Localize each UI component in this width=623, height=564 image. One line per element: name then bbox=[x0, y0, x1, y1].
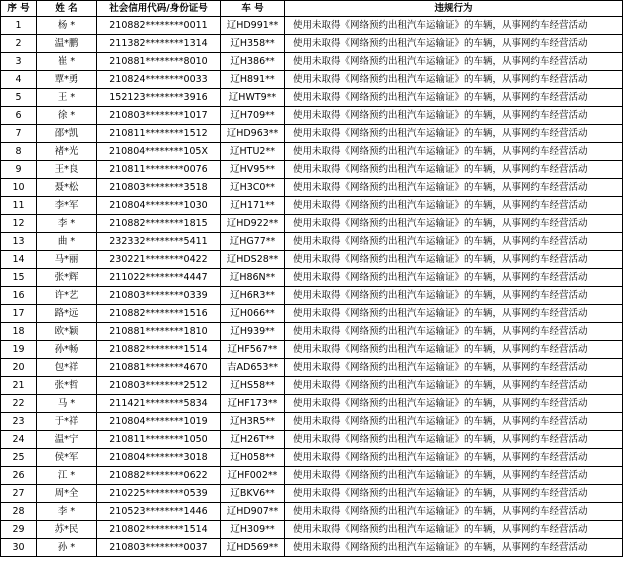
cell-name: 温*鹏 bbox=[37, 35, 97, 53]
table-row bbox=[1, 233, 623, 251]
cell-violation: 使用未取得《网络预约出租汽车运输证》的车辆，从事网约车经营活动 bbox=[285, 287, 623, 305]
cell-name: 李 * bbox=[37, 215, 97, 233]
cell-plate-number: 辽HG77** bbox=[221, 233, 285, 251]
table-row bbox=[1, 89, 623, 107]
cell-violation: 使用未取得《网络预约出租汽车运输证》的车辆，从事网约车经营活动 bbox=[285, 413, 623, 431]
cell-id-number: 152123********3916 bbox=[97, 89, 221, 107]
cell-plate-number: 辽HD907** bbox=[221, 503, 285, 521]
table-row bbox=[1, 179, 623, 197]
cell-plate-number: 吉AD653** bbox=[221, 359, 285, 377]
cell-name: 覃*勇 bbox=[37, 71, 97, 89]
cell-plate-number: 辽H358** bbox=[221, 35, 285, 53]
cell-violation: 使用未取得《网络预约出租汽车运输证》的车辆，从事网约车经营活动 bbox=[285, 395, 623, 413]
cell-id-number: 210881********8010 bbox=[97, 53, 221, 71]
cell-serial-number: 27 bbox=[1, 485, 37, 503]
cell-name: 温*宁 bbox=[37, 431, 97, 449]
header-serial-number: 序 号 bbox=[1, 1, 37, 17]
cell-plate-number: 辽H058** bbox=[221, 449, 285, 467]
cell-violation: 使用未取得《网络预约出租汽车运输证》的车辆，从事网约车经营活动 bbox=[285, 269, 623, 287]
cell-plate-number: 辽HD569** bbox=[221, 539, 285, 557]
table-row bbox=[1, 197, 623, 215]
cell-violation: 使用未取得《网络预约出租汽车运输证》的车辆，从事网约车经营活动 bbox=[285, 143, 623, 161]
cell-id-number: 210804********105X bbox=[97, 143, 221, 161]
cell-id-number: 232332********5411 bbox=[97, 233, 221, 251]
cell-id-number: 210881********4670 bbox=[97, 359, 221, 377]
cell-id-number: 210803********0339 bbox=[97, 287, 221, 305]
cell-id-number: 210802********1514 bbox=[97, 521, 221, 539]
cell-name: 包*祥 bbox=[37, 359, 97, 377]
cell-plate-number: 辽H86N** bbox=[221, 269, 285, 287]
cell-id-number: 210804********1019 bbox=[97, 413, 221, 431]
table-row bbox=[1, 125, 623, 143]
cell-id-number: 211382********1314 bbox=[97, 35, 221, 53]
cell-id-number: 210882********1514 bbox=[97, 341, 221, 359]
table-row bbox=[1, 341, 623, 359]
table-row bbox=[1, 107, 623, 125]
cell-name: 张*哲 bbox=[37, 377, 97, 395]
cell-plate-number: 辽HD922** bbox=[221, 215, 285, 233]
cell-plate-number: 辽H171** bbox=[221, 197, 285, 215]
cell-serial-number: 6 bbox=[1, 107, 37, 125]
cell-serial-number: 20 bbox=[1, 359, 37, 377]
cell-violation: 使用未取得《网络预约出租汽车运输证》的车辆，从事网约车经营活动 bbox=[285, 179, 623, 197]
cell-name: 许*艺 bbox=[37, 287, 97, 305]
cell-violation: 使用未取得《网络预约出租汽车运输证》的车辆，从事网约车经营活动 bbox=[285, 197, 623, 215]
cell-violation: 使用未取得《网络预约出租汽车运输证》的车辆，从事网约车经营活动 bbox=[285, 71, 623, 89]
table-row bbox=[1, 431, 623, 449]
cell-id-number: 211022********4447 bbox=[97, 269, 221, 287]
cell-id-number: 210882********0622 bbox=[97, 467, 221, 485]
cell-name: 马 * bbox=[37, 395, 97, 413]
cell-serial-number: 4 bbox=[1, 71, 37, 89]
cell-id-number: 210804********1030 bbox=[97, 197, 221, 215]
table-row bbox=[1, 467, 623, 485]
cell-name: 江 * bbox=[37, 467, 97, 485]
cell-plate-number: 辽H3R5** bbox=[221, 413, 285, 431]
cell-name: 孙 * bbox=[37, 539, 97, 557]
cell-id-number: 210803********1017 bbox=[97, 107, 221, 125]
cell-serial-number: 7 bbox=[1, 125, 37, 143]
table-header-row bbox=[1, 1, 623, 17]
cell-serial-number: 13 bbox=[1, 233, 37, 251]
cell-id-number: 210881********1810 bbox=[97, 323, 221, 341]
cell-serial-number: 5 bbox=[1, 89, 37, 107]
cell-plate-number: 辽HF567** bbox=[221, 341, 285, 359]
cell-name: 徐 * bbox=[37, 107, 97, 125]
cell-name: 马*丽 bbox=[37, 251, 97, 269]
table-row bbox=[1, 539, 623, 557]
cell-violation: 使用未取得《网络预约出租汽车运输证》的车辆，从事网约车经营活动 bbox=[285, 53, 623, 71]
cell-serial-number: 18 bbox=[1, 323, 37, 341]
table-row bbox=[1, 161, 623, 179]
cell-serial-number: 22 bbox=[1, 395, 37, 413]
cell-plate-number: 辽H3C0** bbox=[221, 179, 285, 197]
cell-serial-number: 23 bbox=[1, 413, 37, 431]
cell-name: 于*祥 bbox=[37, 413, 97, 431]
cell-plate-number: 辽HD963** bbox=[221, 125, 285, 143]
cell-name: 侯*军 bbox=[37, 449, 97, 467]
table-row bbox=[1, 377, 623, 395]
cell-id-number: 210882********1516 bbox=[97, 305, 221, 323]
cell-serial-number: 15 bbox=[1, 269, 37, 287]
cell-id-number: 211421********5834 bbox=[97, 395, 221, 413]
cell-violation: 使用未取得《网络预约出租汽车运输证》的车辆，从事网约车经营活动 bbox=[285, 107, 623, 125]
cell-id-number: 210804********3018 bbox=[97, 449, 221, 467]
table-row bbox=[1, 305, 623, 323]
cell-serial-number: 3 bbox=[1, 53, 37, 71]
cell-name: 王*良 bbox=[37, 161, 97, 179]
cell-name: 褚*光 bbox=[37, 143, 97, 161]
cell-violation: 使用未取得《网络预约出租汽车运输证》的车辆，从事网约车经营活动 bbox=[285, 305, 623, 323]
cell-violation: 使用未取得《网络预约出租汽车运输证》的车辆，从事网约车经营活动 bbox=[285, 521, 623, 539]
cell-name: 聂*松 bbox=[37, 179, 97, 197]
cell-violation: 使用未取得《网络预约出租汽车运输证》的车辆，从事网约车经营活动 bbox=[285, 233, 623, 251]
table-row bbox=[1, 413, 623, 431]
cell-serial-number: 29 bbox=[1, 521, 37, 539]
cell-name: 李 * bbox=[37, 503, 97, 521]
cell-name: 杨 * bbox=[37, 17, 97, 35]
header-name: 姓 名 bbox=[37, 1, 97, 17]
cell-id-number: 210803********2512 bbox=[97, 377, 221, 395]
cell-violation: 使用未取得《网络预约出租汽车运输证》的车辆，从事网约车经营活动 bbox=[285, 431, 623, 449]
table-row bbox=[1, 485, 623, 503]
cell-serial-number: 10 bbox=[1, 179, 37, 197]
cell-id-number: 210803********3518 bbox=[97, 179, 221, 197]
cell-name: 曲 * bbox=[37, 233, 97, 251]
cell-name: 苏*民 bbox=[37, 521, 97, 539]
cell-serial-number: 26 bbox=[1, 467, 37, 485]
cell-plate-number: 辽HD991** bbox=[221, 17, 285, 35]
cell-plate-number: 辽H386** bbox=[221, 53, 285, 71]
cell-id-number: 210811********0076 bbox=[97, 161, 221, 179]
cell-violation: 使用未取得《网络预约出租汽车运输证》的车辆，从事网约车经营活动 bbox=[285, 323, 623, 341]
cell-id-number: 230221********0422 bbox=[97, 251, 221, 269]
cell-violation: 使用未取得《网络预约出租汽车运输证》的车辆，从事网约车经营活动 bbox=[285, 35, 623, 53]
table-body bbox=[1, 17, 623, 557]
cell-name: 崔 * bbox=[37, 53, 97, 71]
cell-serial-number: 17 bbox=[1, 305, 37, 323]
cell-serial-number: 21 bbox=[1, 377, 37, 395]
cell-name: 周*全 bbox=[37, 485, 97, 503]
cell-serial-number: 1 bbox=[1, 17, 37, 35]
cell-serial-number: 2 bbox=[1, 35, 37, 53]
cell-plate-number: 辽HDS28** bbox=[221, 251, 285, 269]
cell-violation: 使用未取得《网络预约出租汽车运输证》的车辆，从事网约车经营活动 bbox=[285, 377, 623, 395]
table-row bbox=[1, 503, 623, 521]
cell-name: 路*远 bbox=[37, 305, 97, 323]
cell-id-number: 210225********0539 bbox=[97, 485, 221, 503]
cell-plate-number: 辽BKV6** bbox=[221, 485, 285, 503]
cell-plate-number: 辽H6R3** bbox=[221, 287, 285, 305]
cell-serial-number: 30 bbox=[1, 539, 37, 557]
cell-name: 孙*畅 bbox=[37, 341, 97, 359]
table-row bbox=[1, 359, 623, 377]
cell-serial-number: 16 bbox=[1, 287, 37, 305]
header-violation: 违规行为 bbox=[285, 1, 623, 17]
cell-plate-number: 辽H939** bbox=[221, 323, 285, 341]
cell-violation: 使用未取得《网络预约出租汽车运输证》的车辆，从事网约车经营活动 bbox=[285, 215, 623, 233]
table-row bbox=[1, 521, 623, 539]
cell-violation: 使用未取得《网络预约出租汽车运输证》的车辆，从事网约车经营活动 bbox=[285, 17, 623, 35]
cell-violation: 使用未取得《网络预约出租汽车运输证》的车辆，从事网约车经营活动 bbox=[285, 161, 623, 179]
cell-violation: 使用未取得《网络预约出租汽车运输证》的车辆，从事网约车经营活动 bbox=[285, 251, 623, 269]
cell-violation: 使用未取得《网络预约出租汽车运输证》的车辆，从事网约车经营活动 bbox=[285, 359, 623, 377]
table-row bbox=[1, 287, 623, 305]
table-row bbox=[1, 323, 623, 341]
table-row bbox=[1, 17, 623, 35]
cell-plate-number: 辽HF002** bbox=[221, 467, 285, 485]
table-row bbox=[1, 71, 623, 89]
table-row bbox=[1, 35, 623, 53]
cell-serial-number: 25 bbox=[1, 449, 37, 467]
cell-violation: 使用未取得《网络预约出租汽车运输证》的车辆，从事网约车经营活动 bbox=[285, 89, 623, 107]
cell-violation: 使用未取得《网络预约出租汽车运输证》的车辆，从事网约车经营活动 bbox=[285, 503, 623, 521]
header-plate-number: 车 号 bbox=[221, 1, 285, 17]
table-row bbox=[1, 269, 623, 287]
cell-violation: 使用未取得《网络预约出租汽车运输证》的车辆，从事网约车经营活动 bbox=[285, 341, 623, 359]
table-row bbox=[1, 143, 623, 161]
cell-plate-number: 辽HV95** bbox=[221, 161, 285, 179]
cell-name: 王 * bbox=[37, 89, 97, 107]
cell-id-number: 210523********1446 bbox=[97, 503, 221, 521]
cell-name: 李*军 bbox=[37, 197, 97, 215]
cell-violation: 使用未取得《网络预约出租汽车运输证》的车辆，从事网约车经营活动 bbox=[285, 125, 623, 143]
cell-name: 邵*凯 bbox=[37, 125, 97, 143]
cell-id-number: 210811********1512 bbox=[97, 125, 221, 143]
table-row bbox=[1, 251, 623, 269]
cell-violation: 使用未取得《网络预约出租汽车运输证》的车辆，从事网约车经营活动 bbox=[285, 485, 623, 503]
cell-name: 欧*颖 bbox=[37, 323, 97, 341]
cell-serial-number: 11 bbox=[1, 197, 37, 215]
cell-plate-number: 辽H309** bbox=[221, 521, 285, 539]
cell-id-number: 210824********0033 bbox=[97, 71, 221, 89]
cell-id-number: 210811********1050 bbox=[97, 431, 221, 449]
cell-serial-number: 9 bbox=[1, 161, 37, 179]
cell-serial-number: 28 bbox=[1, 503, 37, 521]
cell-id-number: 210882********0011 bbox=[97, 17, 221, 35]
table-row bbox=[1, 395, 623, 413]
cell-plate-number: 辽H26T** bbox=[221, 431, 285, 449]
cell-serial-number: 24 bbox=[1, 431, 37, 449]
cell-serial-number: 12 bbox=[1, 215, 37, 233]
table-row bbox=[1, 449, 623, 467]
cell-plate-number: 辽HS58** bbox=[221, 377, 285, 395]
cell-serial-number: 19 bbox=[1, 341, 37, 359]
table-row bbox=[1, 53, 623, 71]
cell-violation: 使用未取得《网络预约出租汽车运输证》的车辆，从事网约车经营活动 bbox=[285, 449, 623, 467]
cell-serial-number: 14 bbox=[1, 251, 37, 269]
cell-plate-number: 辽H891** bbox=[221, 71, 285, 89]
cell-violation: 使用未取得《网络预约出租汽车运输证》的车辆，从事网约车经营活动 bbox=[285, 467, 623, 485]
cell-violation: 使用未取得《网络预约出租汽车运输证》的车辆，从事网约车经营活动 bbox=[285, 539, 623, 557]
cell-plate-number: 辽HTU2** bbox=[221, 143, 285, 161]
cell-id-number: 210803********0037 bbox=[97, 539, 221, 557]
cell-plate-number: 辽HF173** bbox=[221, 395, 285, 413]
table-row bbox=[1, 215, 623, 233]
cell-plate-number: 辽H066** bbox=[221, 305, 285, 323]
header-id-number: 社会信用代码/身份证号 bbox=[97, 1, 221, 17]
cell-id-number: 210882********1815 bbox=[97, 215, 221, 233]
cell-name: 张*辉 bbox=[37, 269, 97, 287]
cell-plate-number: 辽H709** bbox=[221, 107, 285, 125]
cell-plate-number: 辽HWT9** bbox=[221, 89, 285, 107]
cell-serial-number: 8 bbox=[1, 143, 37, 161]
